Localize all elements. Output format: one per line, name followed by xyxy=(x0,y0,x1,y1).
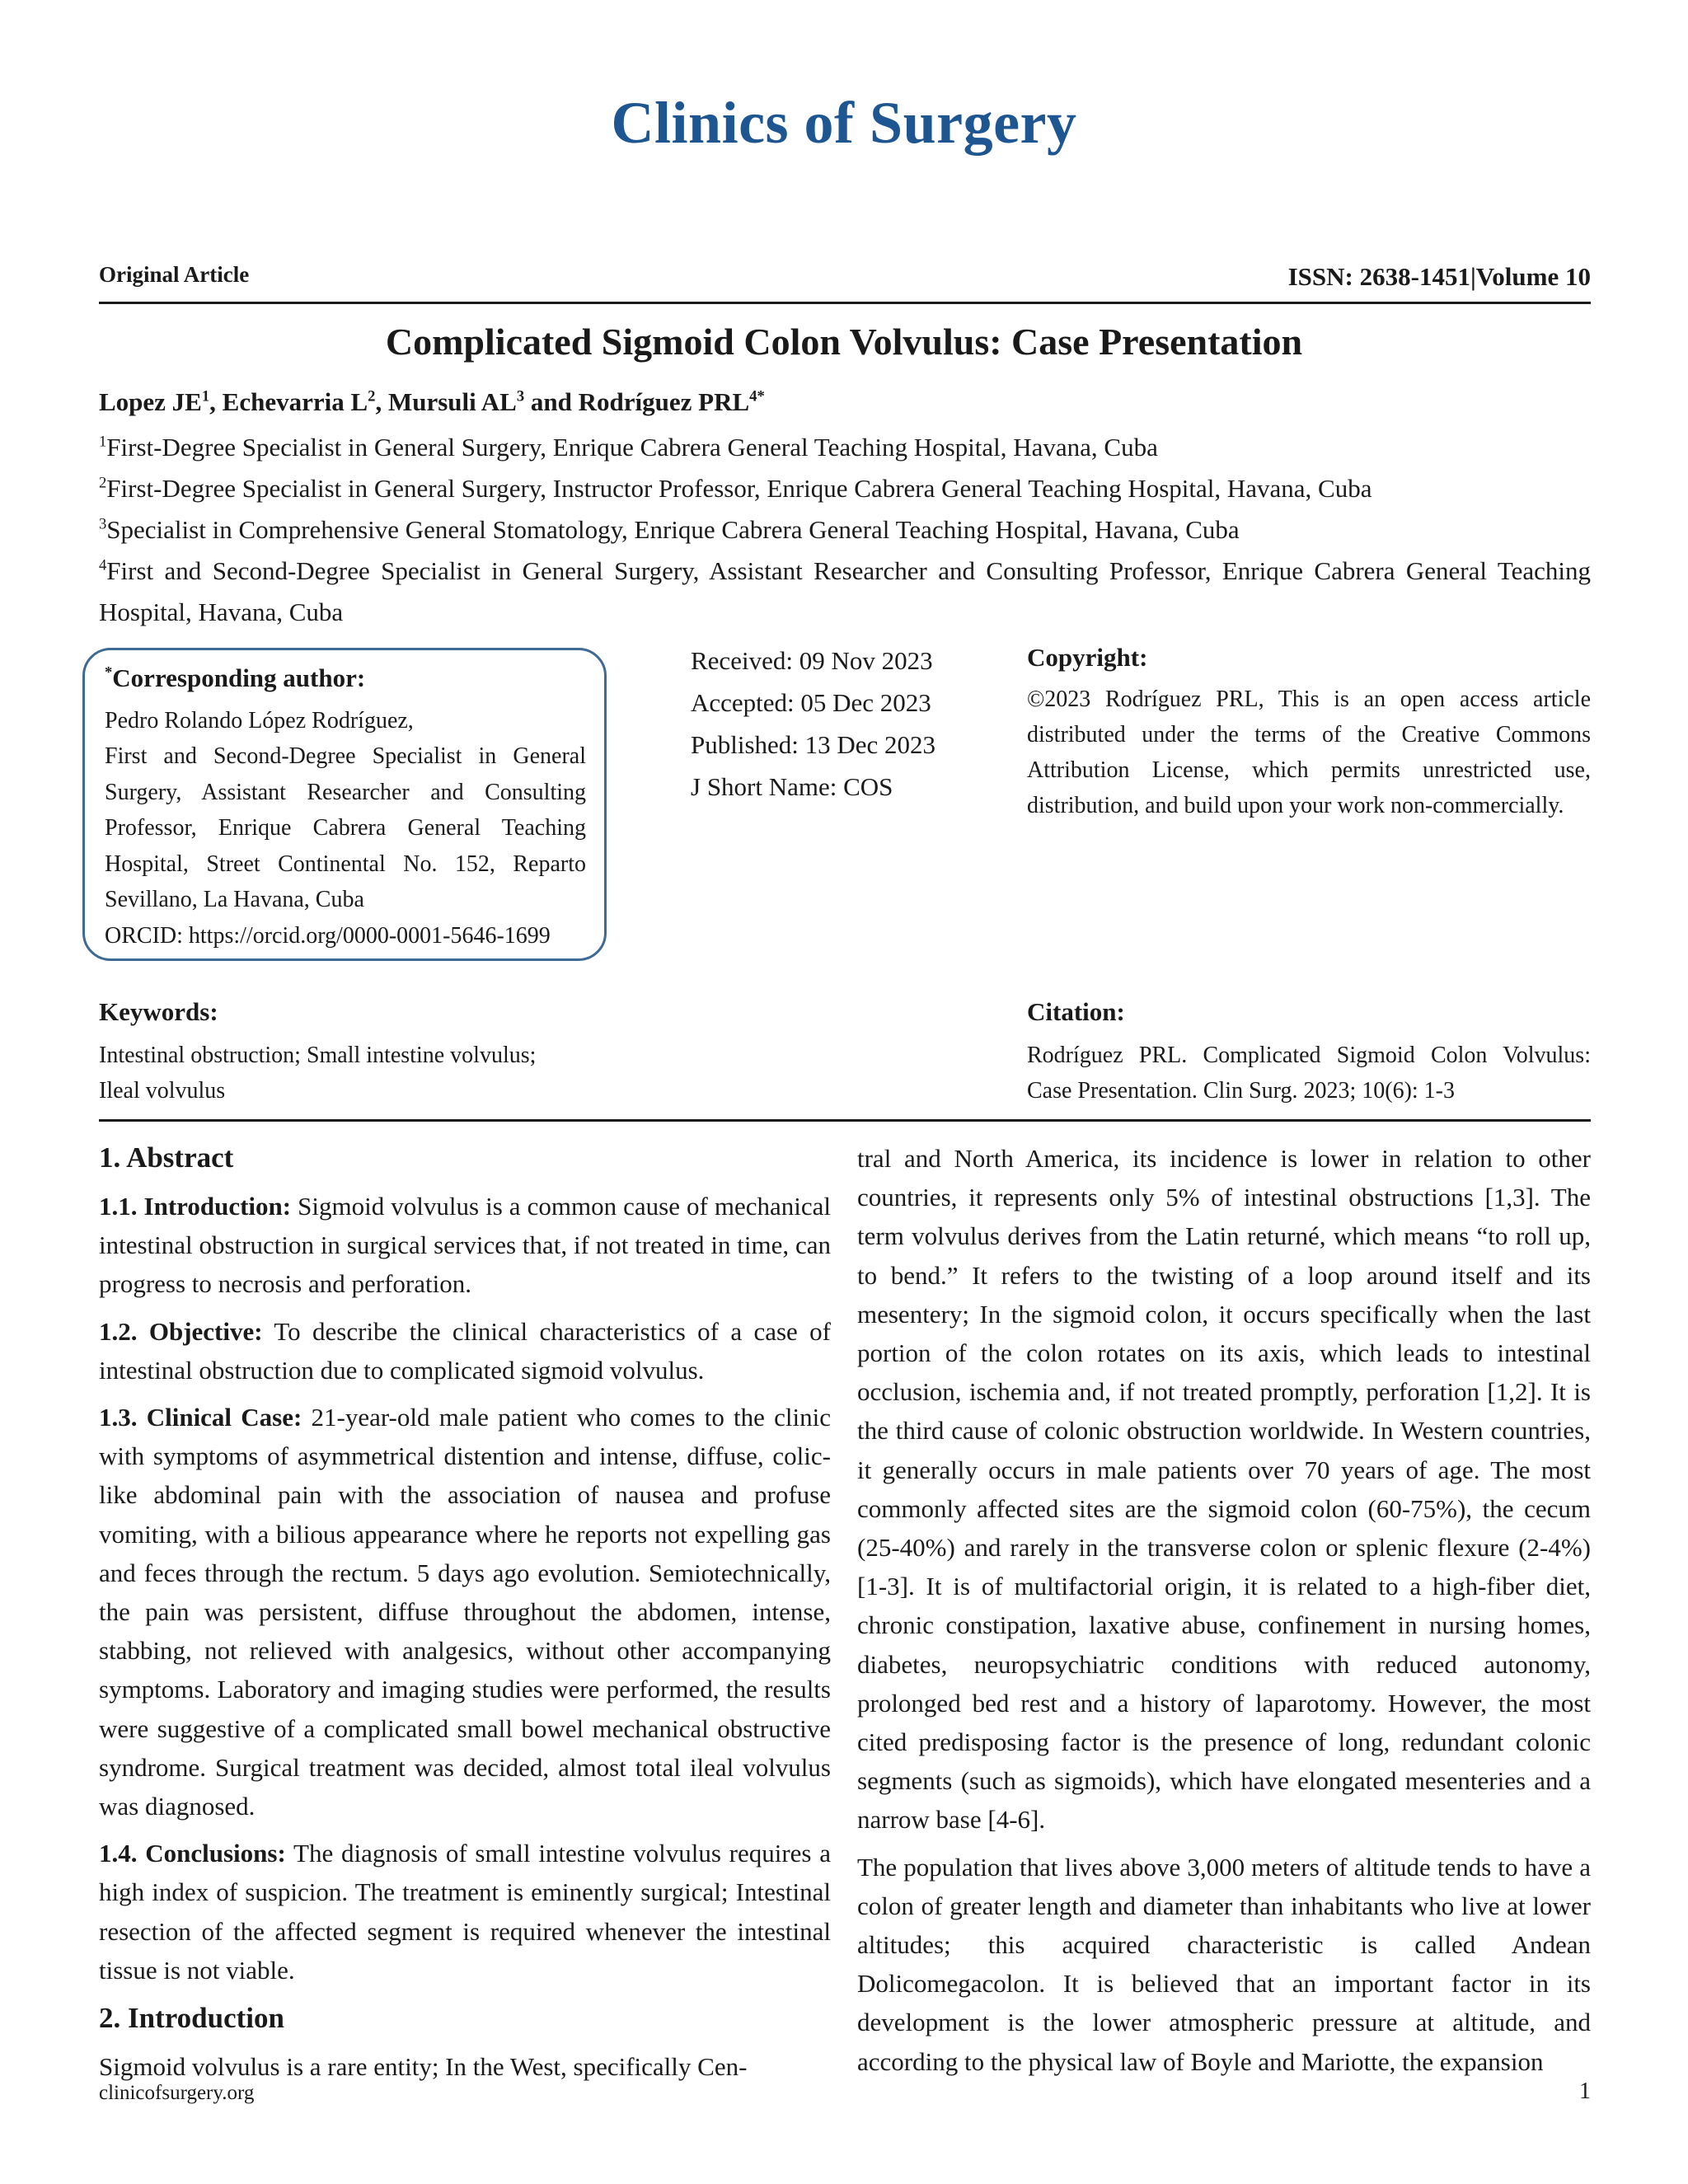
author-list: Lopez $JE^1$, Echevarria $L^2$, Mursuli $AL^3$ and Rodríguez $PRL^{4*}$ xyxy=(99,387,765,416)
affiliation: $^1$First-Degree Specialist in General Surgery, Enrique Cabrera General Teaching Hospital, Havana, Cuba xyxy=(99,433,1158,462)
affiliation: $^2$First-Degree Specialist in General Surgery, Instructor Professor, Enrique Cabrera General Teaching Hospital, Havana, Cuba xyxy=(99,474,1372,503)
affiliation: $^4$First and Second-Degree Specialist in General Surgery, Assistant Researcher and Consulting Professor, Enrique Cabrera General Teaching Hospital, Havana, Cuba xyxy=(99,556,1591,626)
author-name: Echevarria L xyxy=(222,387,368,416)
journal-short-name: J Short Name: COS xyxy=(691,772,893,801)
copyright-text: ©2023 Rodríguez PRL, This is an open access article distributed under the terms of the Creative Commons Attribution License, which permits unrestricted use, distribution, and build upon your work non-commercially. xyxy=(1027,687,1591,818)
abstract-clinical-case: 1.3. Clinical Case: 21-year-old male patient who comes to the clinic with symptoms of asymmetrical distention and intense, diffuse, colic-like abdominal pain with the association of nausea and profuse vomiting, with a bilious appearance where he reports not expelling gas and feces through the rectum. 5 days ago evolution. Semiotechnically, the pain was persistent, diffuse throughout the abdomen, intense, stabbing, not relieved with analgesics, without other accompanying symptoms. Laboratory and imaging studies were performed, the results were suggestive of a complicated small bowel mechanical obstructive syndrome. Surgical treatment was decided, almost total ileal volvulus was diagnosed. xyxy=(99,1403,831,1821)
introduction-para-2: The population that lives above 3,000 meters of altitude tends to have a colon of greater length and diameter than inhabitants who live at lower altitudes; this acquired characteristic is called Andean Dolicomegacolon. It is believed that an important factor in its development is the lower atmospheric pressure at altitude, and according to the physical law of Boyle and Mariotte, the expansion xyxy=(857,1852,1591,2076)
article-header xyxy=(99,262,1591,295)
author-name: Mursuli AL xyxy=(387,387,517,416)
section-divider xyxy=(99,1119,1591,1122)
corresponding-author-box xyxy=(82,648,607,961)
right-column xyxy=(857,1139,1591,2081)
journal-title: Clinics of Surgery xyxy=(611,90,1077,156)
introduction-para-continued: tral and North America, its incidence is lower in relation to other countries, it represents only 5% of intestinal obstructions [1,3]. The term volvulus derives from the Latin returné, which means “to roll up, to bend.” It refers to the twisting of a loop around itself and its mesentery; In the sigmoid colon, it occurs specifically when the last portion of the colon rotates on its axis, which leads to intestinal occlusion, ischemia and, if not treated promptly, perforation [1,2]. It is the third cause of colonic obstruction worldwide. In Western countries, it generally occurs in male patients over 70 years of age. The most commonly affected sites are the sigmoid colon (60-75%), the cecum (25-40%) and rarely in the transverse colon or splenic flexure (2-4%) [1-3]. It is of multifactorial origin, it is related to a high-fiber diet, chronic constipation, laxative abuse, confinement in nursing homes, diabetes, neuropsychiatric conditions with reduced autonomy, prolonged bed rest and a history of laparotomy. However, the most cited predisposing factor is the presence of long, redundant colonic segments (such as sigmoids), which have elongated mesenteries and a narrow base [4-6]. xyxy=(857,1144,1591,1835)
corresponding-author-orcid: ORCID: https://orcid.org/0000-0001-5646-1699 xyxy=(105,922,551,949)
accepted-date: Accepted: 05 Dec 2023 xyxy=(691,688,931,717)
keywords-line: Ileal volvulus xyxy=(99,1078,226,1104)
copyright-heading: Copyright: xyxy=(1027,643,1148,672)
header-divider xyxy=(99,302,1591,304)
citation-heading: Citation: xyxy=(1027,997,1125,1026)
article-type: Original Article xyxy=(99,262,250,287)
keywords-heading: Keywords: xyxy=(99,997,218,1026)
abstract-introduction: 1.1. Introduction: Sigmoid volvulus is a common cause of mechanical intestinal obstruction in surgical services that, if not treated in time, can progress to necrosis and perforation. xyxy=(99,1192,831,1299)
citation-block xyxy=(1027,994,1591,1108)
introduction-para-start: Sigmoid volvulus is a rare entity; In the West, specifically Cen- xyxy=(99,2052,748,2082)
author-name: Rodríguez PRL xyxy=(578,387,750,416)
affiliations xyxy=(99,427,1591,633)
author-sup: 3 xyxy=(516,387,525,405)
corresponding-author-name: Pedro Rolando López Rodríguez, xyxy=(105,707,414,733)
corresponding-author-heading: *Corresponding author: xyxy=(105,663,366,692)
issn-volume: ISSN: 2638-1451|Volume 10 xyxy=(1287,262,1591,291)
left-column xyxy=(99,1137,831,2086)
page-number: 1 xyxy=(1579,2079,1591,2104)
introduction-heading: 2. Introduction xyxy=(99,2002,284,2035)
keywords-line: Intestinal obstruction; Small intestine volvulus; xyxy=(99,1043,537,1068)
received-date: Received: 09 Nov 2023 xyxy=(691,646,933,675)
abstract-objective: 1.2. Objective: To describe the clinical characteristics of a case of intestinal obstruction due to complicated sigmoid volvulus. xyxy=(99,1316,832,1385)
author-name: Lopez JE xyxy=(99,387,202,416)
author-sup: 1 xyxy=(201,387,210,405)
author-sup: 2 xyxy=(368,387,376,405)
citation-text: Rodríguez PRL. Complicated Sigmoid Colon Volvulus: Case Presentation. Clin Surg. 2023; 10(6): 1-3 xyxy=(1027,1043,1591,1104)
article-dates xyxy=(691,640,935,808)
author-sup: 4* xyxy=(749,387,765,405)
abstract-conclusions: 1.4. Conclusions: The diagnosis of small intestine volvulus requires a high index of suspicion. The treatment is eminently surgical; Intestinal resection of the affected segment is required whenever the intestinal tissue is not viable. xyxy=(99,1839,831,1985)
article-title: Complicated Sigmoid Colon Volvulus: Case Presentation xyxy=(385,321,1303,363)
affiliation: $^3$Specialist in Comprehensive General Stomatology, Enrique Cabrera General Teaching Hospital, Havana, Cuba xyxy=(99,515,1240,544)
published-date: Published: 13 Dec 2023 xyxy=(691,730,936,759)
copyright-block xyxy=(1027,640,1591,823)
corresponding-author-address: First and Second-Degree Specialist in General Surgery, Assistant Researcher and Consulting Professor, Enrique Cabrera General Teaching Hospital, Street Continental No. 152, Reparto Sevillano, La Havana, Cuba xyxy=(105,743,586,912)
footer-site: clinicofsurgery.org xyxy=(99,2082,255,2104)
keywords-block xyxy=(99,994,593,1108)
abstract-heading: 1. Abstract xyxy=(99,1141,234,1174)
